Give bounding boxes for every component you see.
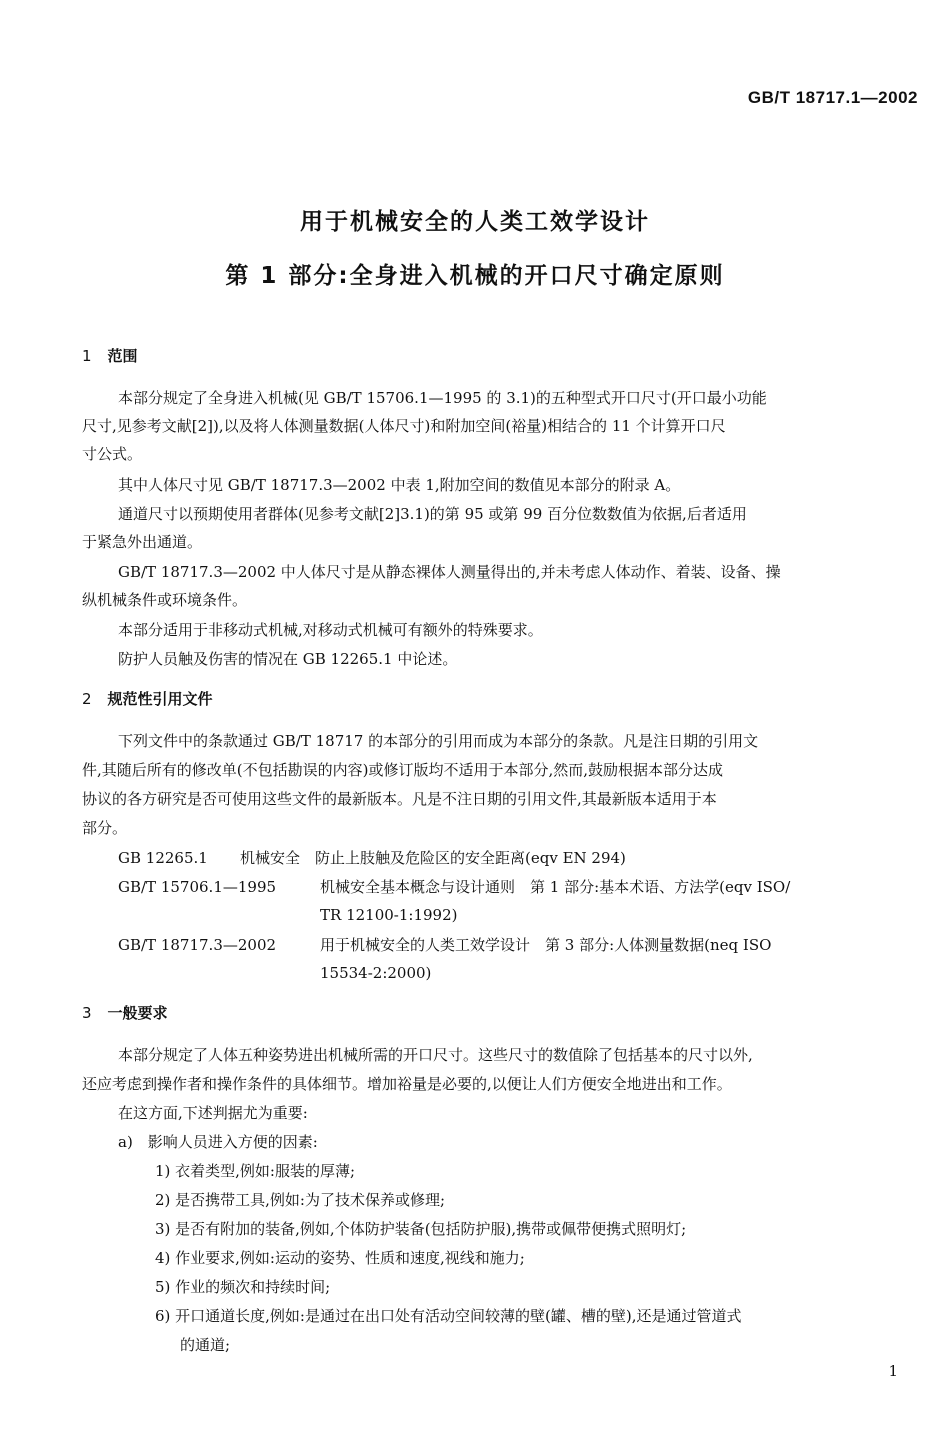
section-heading-normative-references — [82, 688, 213, 709]
reference-code: GB/T 15706.1—1995 — [118, 878, 277, 896]
paragraph-line: 在这方面,下述判据尤为重要: — [118, 1104, 308, 1122]
reference-title: 用于机械安全的人类工效学设计 第 3 部分:人体测量数据(neq ISO — [320, 936, 772, 954]
list-item-a: a) 影响人员进入方便的因素: — [118, 1133, 318, 1151]
page-number: 1 — [888, 1362, 898, 1380]
document-title: 用于机械安全的人类工效学设计 — [300, 209, 650, 235]
reference-title-continued: TR 12100-1:1992) — [320, 906, 458, 924]
reference-code: GB/T 18717.3—2002 — [118, 936, 277, 954]
section-heading-scope — [82, 345, 138, 366]
section-number: 1 — [82, 347, 92, 365]
list-item: 6) 开口通道长度,例如:是通过在出口处有活动空间较薄的壁(罐、槽的壁),还是通过管道式 — [155, 1307, 742, 1325]
paragraph-line: 尺寸,见参考文献[2]),以及将人体测量数据(人体尺寸)和附加空间(裕量)相结合的 11 个计算开口尺 — [82, 417, 726, 435]
section-number: 2 — [82, 690, 92, 708]
paragraph-line: 部分。 — [82, 819, 128, 837]
reference-title: 机械安全 防止上肢触及危险区的安全距离(eqv EN 294) — [240, 849, 626, 867]
paragraph-line: 于紧急外出通道。 — [82, 533, 203, 551]
paragraph-line: 本部分适用于非移动式机械,对移动式机械可有额外的特殊要求。 — [118, 621, 543, 639]
list-item-continued: 的通道; — [180, 1336, 231, 1354]
paragraph-line: 其中人体尺寸见 GB/T 18717.3—2002 中表 1,附加空间的数值见本部分的附录 A。 — [118, 476, 681, 494]
list-item: 2) 是否携带工具,例如:为了技术保养或修理; — [155, 1191, 446, 1209]
section-heading-general-requirements — [82, 1002, 168, 1023]
section-title: 范围 — [107, 347, 138, 365]
reference-code: GB 12265.1 — [118, 849, 208, 867]
paragraph-line: 通道尺寸以预期使用者群体(见参考文献[2]3.1)的第 95 或第 99 百分位数数值为依据,后者适用 — [118, 505, 747, 523]
list-item: 3) 是否有附加的装备,例如,个体防护装备(包括防护服),携带或佩带便携式照明灯; — [155, 1220, 687, 1238]
section-title: 一般要求 — [107, 1004, 168, 1022]
list-item: 5) 作业的频次和持续时间; — [155, 1278, 331, 1296]
paragraph-line: 防护人员触及伤害的情况在 GB 12265.1 中论述。 — [118, 650, 458, 668]
paragraph-line: 本部分规定了人体五种姿势进出机械所需的开口尺寸。这些尺寸的数值除了包括基本的尺寸以外, — [118, 1046, 753, 1064]
paragraph-line: GB/T 18717.3—2002 中人体尺寸是从静态裸体人测量得出的,并未考虑人体动作、着装、设备、操 — [118, 563, 781, 581]
paragraph-line: 本部分规定了全身进入机械(见 GB/T 15706.1—1995 的 3.1)的五种型式开口尺寸(开口最小功能 — [118, 389, 767, 407]
paragraph-line: 件,其随后所有的修改单(不包括勘误的内容)或修订版均不适用于本部分,然而,鼓励根据本部分达成 — [82, 761, 724, 779]
paragraph-line: 协议的各方研究是否可使用这些文件的最新版本。凡是不注日期的引用文件,其最新版本适用于本 — [82, 790, 717, 808]
section-number: 3 — [82, 1004, 92, 1022]
paragraph-line: 纵机械条件或环境条件。 — [82, 591, 248, 609]
paragraph-line: 寸公式。 — [82, 445, 143, 463]
paragraph-line: 还应考虑到操作者和操作条件的具体细节。增加裕量是必要的,以便让人们方便安全地进出和工作。 — [82, 1075, 732, 1093]
reference-title-continued: 15534-2:2000) — [320, 964, 432, 982]
section-title: 规范性引用文件 — [107, 690, 213, 708]
standard-code: GB/T 18717.1—2002 — [747, 88, 918, 107]
list-item: 1) 衣着类型,例如:服装的厚薄; — [155, 1162, 356, 1180]
reference-title: 机械安全基本概念与设计通则 第 1 部分:基本术语、方法学(eqv ISO/ — [320, 878, 791, 896]
paragraph-line: 下列文件中的条款通过 GB/T 18717 的本部分的引用而成为本部分的条款。凡是注日期的引用文 — [118, 732, 759, 750]
document-subtitle: 第 1 部分:全身进入机械的开口尺寸确定原则 — [225, 263, 725, 289]
list-item: 4) 作业要求,例如:运动的姿势、性质和速度,视线和施力; — [155, 1249, 525, 1267]
